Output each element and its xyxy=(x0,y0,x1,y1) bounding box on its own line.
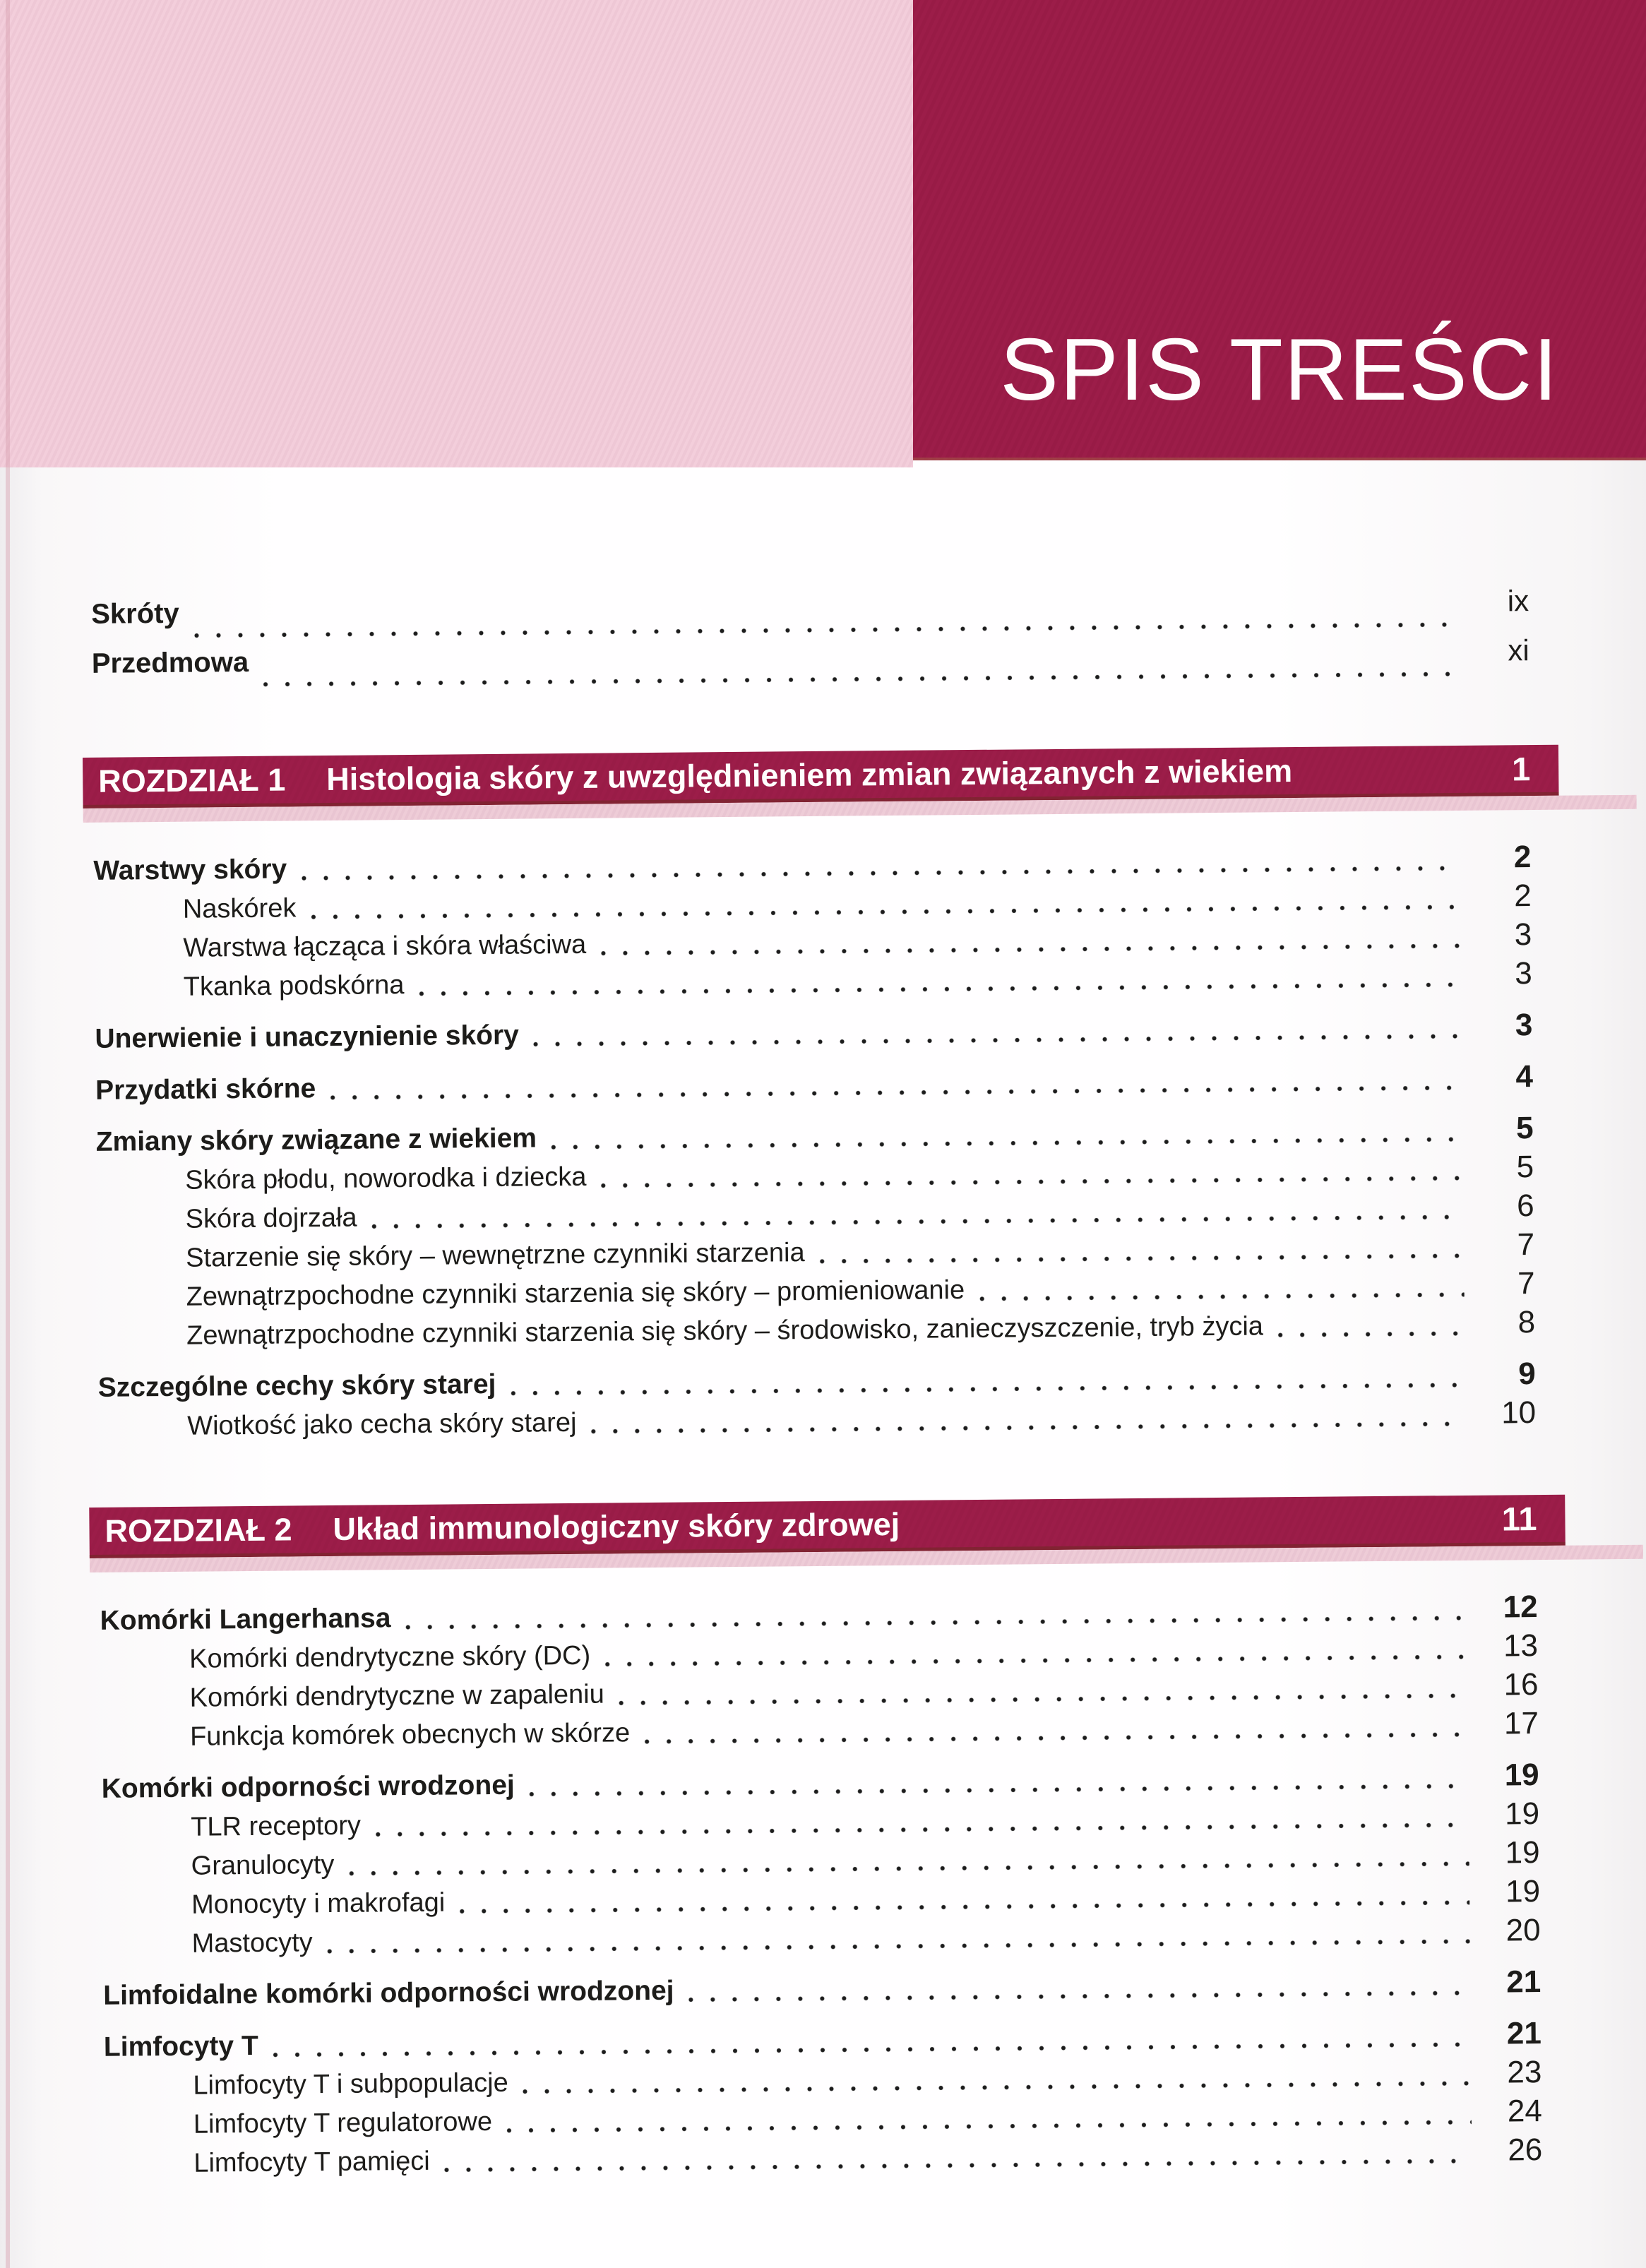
entry-label: Limfocyty T xyxy=(103,2030,258,2063)
entry-label: Limfocyty T regulatorowe xyxy=(193,2107,493,2139)
entry-label: Naskórek xyxy=(182,893,297,924)
entry-label: Przydatki skórne xyxy=(95,1073,316,1106)
entry-label: Tkanka podskórna xyxy=(183,970,405,1002)
entry-label: Limfocyty T i subpopulacje xyxy=(193,2067,508,2101)
toc-entry-row xyxy=(93,1964,1569,2015)
entry-label: Skóra płodu, noworodka i dziecka xyxy=(185,1162,587,1195)
entry-label: Mastocyty xyxy=(191,1928,313,1959)
entry-label: Monocyty i makrofagi xyxy=(191,1887,446,1920)
dot-leader xyxy=(819,1253,1465,1265)
dot-leader xyxy=(604,1654,1467,1668)
entry-page-number: 19 xyxy=(1504,1796,1540,1832)
toc-entry-row xyxy=(85,1008,1561,1058)
entry-page-number: 21 xyxy=(1506,1964,1541,2000)
entry-label: Zewnątrzpochodne czynniki starzenia się skóry – środowisko, zanieczyszczenie, tryb życia xyxy=(186,1311,1264,1351)
entry-page-number: 8 xyxy=(1517,1305,1536,1340)
entry-label: TLR receptory xyxy=(191,1810,362,1842)
chapter-section xyxy=(83,745,1559,823)
entry-page-number: 5 xyxy=(1516,1150,1534,1185)
entry-label: Komórki dendrytyczne skóry (DC) xyxy=(189,1640,591,1674)
entry-label: Komórki Langerhansa xyxy=(100,1603,391,1636)
dot-leader xyxy=(644,1731,1468,1745)
entry-label: Limfoidalne komórki odporności wrodzonej xyxy=(103,1975,674,2011)
entry-label: Warstwa łącząca i skóra właściwa xyxy=(183,929,587,963)
entry-page-number: 10 xyxy=(1501,1395,1537,1431)
dot-leader xyxy=(533,1033,1462,1047)
dot-leader xyxy=(551,1136,1463,1150)
entry-label: Skóra dojrzała xyxy=(185,1202,357,1234)
dot-leader xyxy=(529,1783,1469,1798)
dot-leader xyxy=(590,1421,1465,1435)
entry-page-number: 19 xyxy=(1504,1757,1539,1793)
entry-label: Zmiany skóry związane z wiekiem xyxy=(95,1123,537,1157)
page-title: SPIS TREŚCI xyxy=(1000,321,1559,419)
entry-page-number: 3 xyxy=(1514,917,1532,953)
dot-leader xyxy=(375,1822,1469,1838)
chapter-section xyxy=(89,1495,1566,1572)
entry-label: Warstwy skóry xyxy=(93,854,287,886)
dot-leader xyxy=(506,2119,1472,2134)
entry-label: Skróty xyxy=(91,597,179,630)
dot-leader xyxy=(979,1291,1465,1302)
dot-leader xyxy=(301,865,1460,881)
toc-content xyxy=(81,584,1571,2183)
dot-leader xyxy=(459,1899,1469,1914)
dot-leader xyxy=(600,943,1461,957)
dot-leader xyxy=(310,904,1461,920)
entry-page-number: 17 xyxy=(1503,1706,1539,1741)
dot-leader xyxy=(444,2158,1472,2173)
dot-leader xyxy=(619,1693,1468,1706)
entry-page-number: 5 xyxy=(1515,1111,1534,1146)
entry-label: Zewnątrzpochodne czynniki starzenia się skóry – promieniowanie xyxy=(186,1275,965,1312)
entry-label: Szczególne cechy skóry starej xyxy=(97,1368,496,1403)
entry-page-number: 2 xyxy=(1513,840,1532,875)
chapter-number-label: ROZDZIAŁ 2 xyxy=(105,1510,292,1549)
entry-label: Komórki odporności wrodzonej xyxy=(101,1769,515,1804)
entry-label: Unerwienie i unaczynienie skóry xyxy=(95,1020,520,1054)
dot-leader xyxy=(1277,1330,1465,1338)
entry-label: Funkcja komórek obecnych w skórze xyxy=(189,1718,631,1752)
entry-page-number: 23 xyxy=(1507,2055,1542,2090)
chapter-page-number: 1 xyxy=(1511,750,1531,788)
entry-label: Starzenie się skóry – wewnętrzne czynniki starzenia xyxy=(185,1238,805,1273)
dot-leader xyxy=(688,1990,1471,2003)
dot-leader xyxy=(371,1214,1464,1230)
entry-page-number: 20 xyxy=(1505,1913,1541,1948)
entry-page-number: 21 xyxy=(1506,2016,1542,2051)
entry-page-number: 13 xyxy=(1503,1628,1539,1664)
entry-page-number: 3 xyxy=(1515,956,1532,991)
dot-leader xyxy=(330,1085,1462,1101)
front-matter-list xyxy=(81,584,1558,696)
chapter-number-label: ROZDZIAŁ 1 xyxy=(98,760,286,799)
dot-leader xyxy=(263,671,1459,688)
entry-page-number: 24 xyxy=(1507,2094,1543,2129)
dot-leader xyxy=(273,2041,1471,2058)
entry-page-number: 19 xyxy=(1505,1874,1541,1909)
entry-page-number: 19 xyxy=(1505,1835,1540,1870)
header-pink-panel xyxy=(0,0,913,467)
entry-label: Przedmowa xyxy=(91,646,249,679)
entry-label: Limfocyty T pamięci xyxy=(193,2146,430,2178)
entry-page-number: 26 xyxy=(1508,2132,1543,2168)
dot-leader xyxy=(600,1175,1463,1189)
entry-page-number: 7 xyxy=(1517,1227,1535,1263)
entry-page-number: 2 xyxy=(1514,878,1532,914)
dot-leader xyxy=(327,1938,1470,1954)
entry-label: Wiotkość jako cecha skóry starej xyxy=(187,1407,577,1441)
entry-label: Komórki dendrytyczne w zapaleniu xyxy=(189,1679,604,1713)
entry-page-number: 16 xyxy=(1503,1667,1539,1702)
dot-leader xyxy=(349,1861,1469,1877)
entry-page-number: 6 xyxy=(1516,1188,1534,1224)
chapter-page-number: 11 xyxy=(1501,1500,1537,1538)
header-title-panel xyxy=(913,0,1646,460)
chapter-title: Histologia skóry z uwzględnieniem zmian związanych z wiekiem xyxy=(326,752,1293,797)
entry-page-number: 4 xyxy=(1515,1059,1534,1094)
toc-entry-row xyxy=(85,1059,1561,1109)
entry-page-number: 7 xyxy=(1517,1266,1535,1301)
dot-leader xyxy=(510,1382,1465,1397)
entry-page-number: 12 xyxy=(1503,1589,1538,1625)
dot-leader xyxy=(523,2080,1472,2095)
chapter-list xyxy=(83,745,1571,2183)
entry-page-number: 9 xyxy=(1517,1356,1536,1392)
entry-page-number: ix xyxy=(1507,584,1529,618)
dot-leader xyxy=(405,1615,1467,1630)
entry-label: Granulocyty xyxy=(191,1849,335,1881)
entry-page-number: 3 xyxy=(1515,1008,1533,1043)
chapter-title: Układ immunologiczny skóry zdrowej xyxy=(333,1505,900,1547)
dot-leader xyxy=(419,981,1462,997)
entry-page-number: xi xyxy=(1508,633,1529,667)
